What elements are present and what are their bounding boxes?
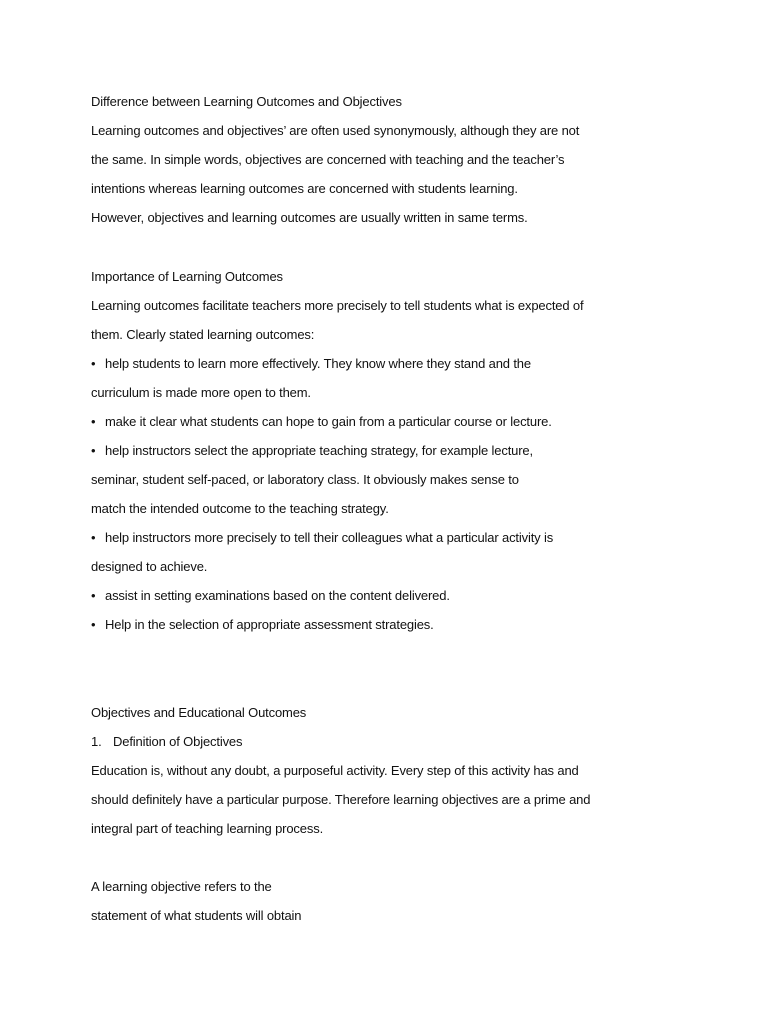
bullet-marker: • [91,617,96,632]
bullet-item [91,414,552,430]
bullet-item [91,617,434,633]
paragraph-line: intentions whereas learning outcomes are concerned with students learning. [91,181,518,196]
bullet-text: help instructors more precisely to tell their colleagues what a particular activity is [105,530,554,545]
numbered-item-text: Definition of Objectives [113,734,243,749]
paragraph-line: statement of what students will obtain [91,908,302,923]
bullet-item [91,530,553,546]
heading-importance: Importance of Learning Outcomes [91,269,283,284]
paragraph-line: integral part of teaching learning process. [91,821,324,836]
bullet-item [91,443,533,459]
bullet-item [91,588,450,604]
bullet-marker: • [91,588,96,603]
bullet-text: help instructors select the appropriate teaching strategy, for example lecture, [105,443,533,458]
paragraph-line: match the intended outcome to the teaching strategy. [91,501,389,516]
paragraph-line: However, objectives and learning outcomes are usually written in same terms. [91,210,528,225]
paragraph-line: the same. In simple words, objectives are concerned with teaching and the teacher’s [91,152,565,167]
paragraph-line: seminar, student self-paced, or laboratory class. It obviously makes sense to [91,472,519,487]
paragraph-line: curriculum is made more open to them. [91,385,311,400]
bullet-item [91,356,531,372]
bullet-marker: • [91,530,96,545]
heading-objectives: Objectives and Educational Outcomes [91,705,307,720]
bullet-marker: • [91,443,96,458]
bullet-marker: • [91,414,96,429]
paragraph-line: A learning objective refers to the [91,879,272,894]
bullet-text: assist in setting examinations based on the content delivered. [105,588,450,603]
paragraph-line: designed to achieve. [91,559,208,574]
bullet-marker: • [91,356,96,371]
heading-difference: Difference between Learning Outcomes and Objectives [91,94,402,109]
paragraph-line: should definitely have a particular purpose. Therefore learning objectives are a prime and [91,792,591,807]
paragraph-line: Education is, without any doubt, a purposeful activity. Every step of this activity has and [91,763,579,778]
numbered-item [91,734,242,750]
paragraph-line: Learning outcomes facilitate teachers more precisely to tell students what is expected of [91,298,584,313]
bullet-text: help students to learn more effectively. They know where they stand and the [105,356,531,371]
bullet-text: make it clear what students can hope to gain from a particular course or lecture. [105,414,552,429]
bullet-text: Help in the selection of appropriate assessment strategies. [105,617,434,632]
list-number: 1. [91,734,102,749]
paragraph-line: Learning outcomes and objectives’ are often used synonymously, although they are not [91,123,580,138]
paragraph-line: them. Clearly stated learning outcomes: [91,327,315,342]
